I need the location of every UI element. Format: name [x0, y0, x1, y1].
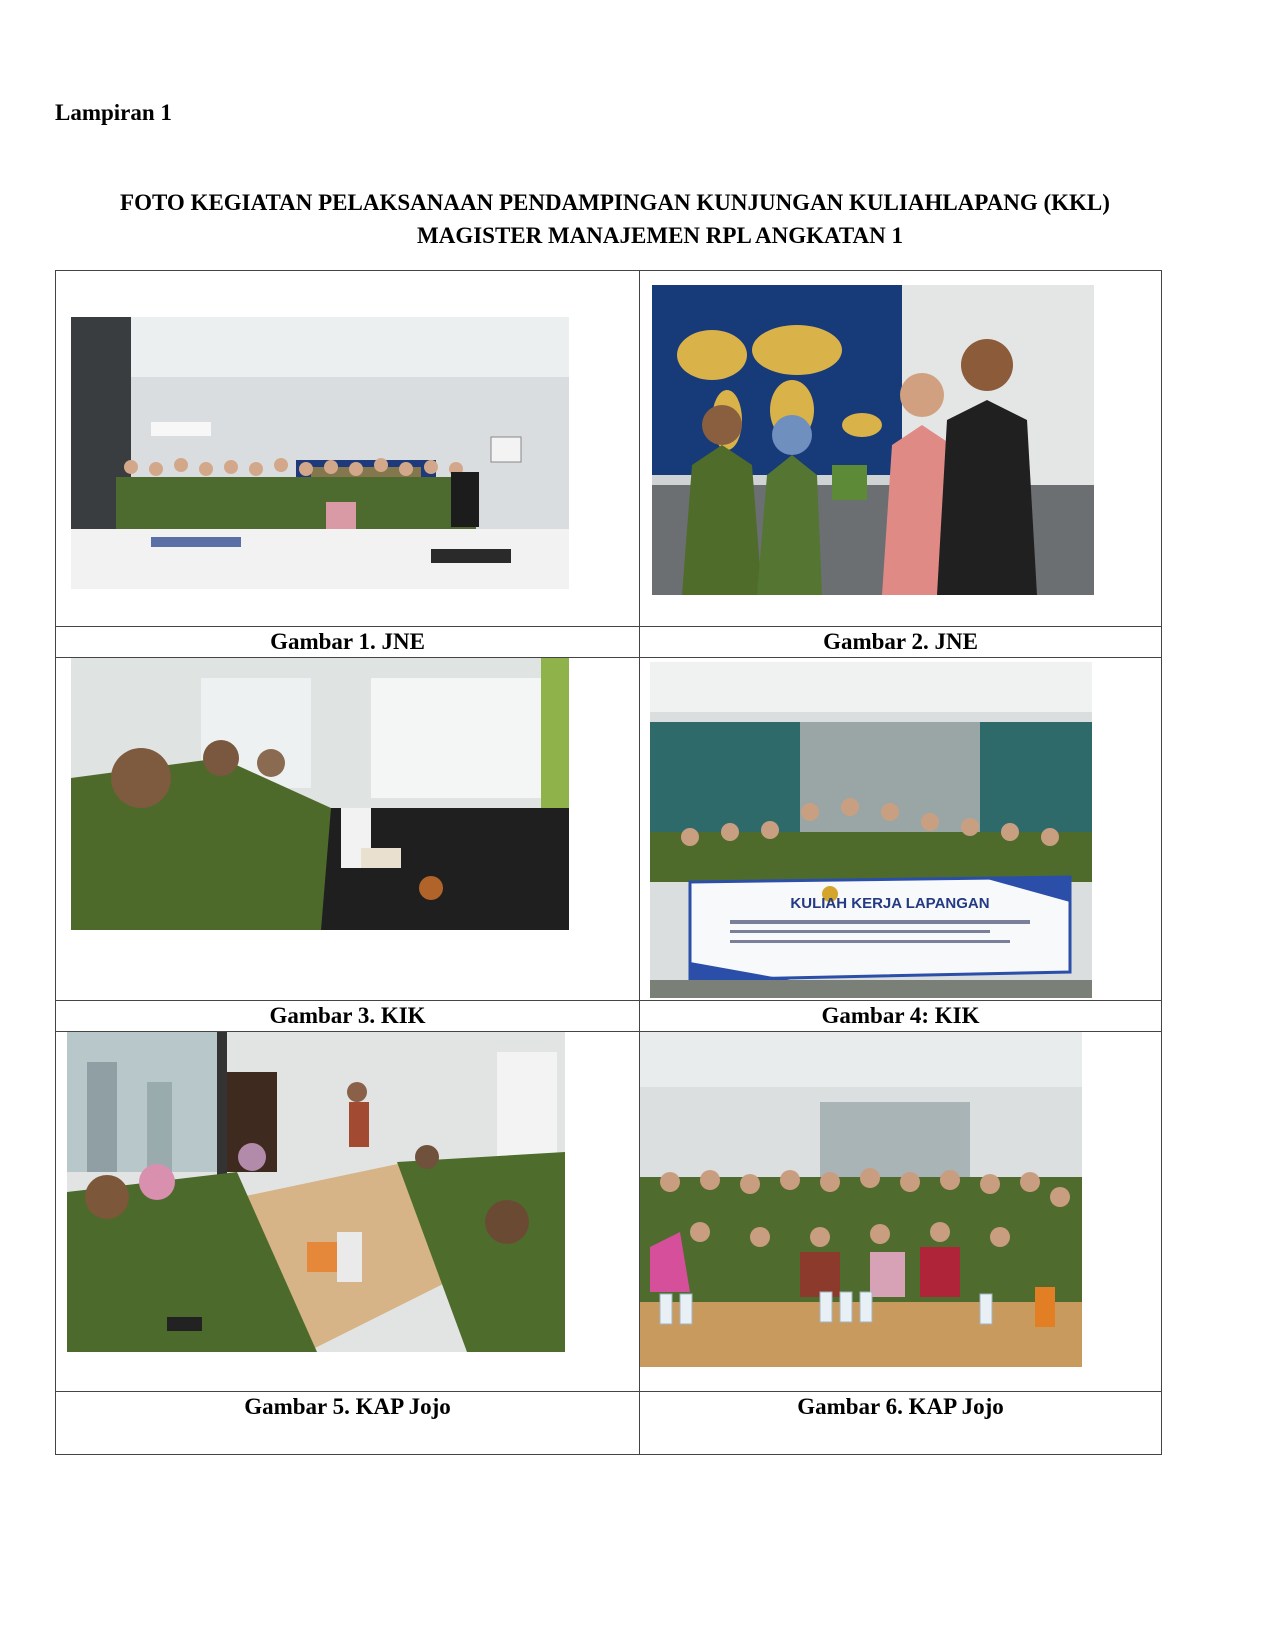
- caption-3: Gambar 3. KIK: [56, 1001, 640, 1032]
- photo-6-group-table: [640, 1032, 1082, 1367]
- photo-cell-4: [640, 658, 1162, 1001]
- photo-cell-1: [56, 271, 640, 627]
- banner-heading: KULIAH KERJA LAPANGAN: [790, 895, 990, 912]
- photo-3-meeting-table: [71, 658, 569, 930]
- appendix-label: Lampiran 1: [55, 100, 172, 125]
- document-title: [55, 186, 1175, 252]
- photo-cell-3: [56, 658, 640, 1001]
- caption-2: Gambar 2. JNE: [640, 627, 1162, 658]
- photo-cell-5: [56, 1032, 640, 1392]
- title-line-2: MAGISTER MANAJEMEN RPL ANGKATAN 1: [417, 223, 903, 248]
- caption-4: Gambar 4: KIK: [640, 1001, 1162, 1032]
- photo-table: [55, 270, 1162, 1455]
- photo-1-group-meeting-room: [71, 317, 569, 589]
- photo-row-3: [56, 1032, 1162, 1392]
- photo-4-banner-group: [650, 662, 1092, 998]
- caption-1: Gambar 1. JNE: [56, 627, 640, 658]
- photo-2-handover: [652, 285, 1094, 595]
- caption-5: Gambar 5. KAP Jojo: [56, 1392, 640, 1455]
- caption-6: Gambar 6. KAP Jojo: [640, 1392, 1162, 1455]
- photo-cell-2: [640, 271, 1162, 627]
- photo-row-2: [56, 658, 1162, 1001]
- title-line-1: FOTO KEGIATAN PELAKSANAAN PENDAMPINGAN KUNJUNGAN KULIAHLAPANG (KKL): [120, 190, 1110, 215]
- photo-5-conference: [67, 1032, 565, 1352]
- photo-cell-6: [640, 1032, 1162, 1392]
- photo-row-1: [56, 271, 1162, 627]
